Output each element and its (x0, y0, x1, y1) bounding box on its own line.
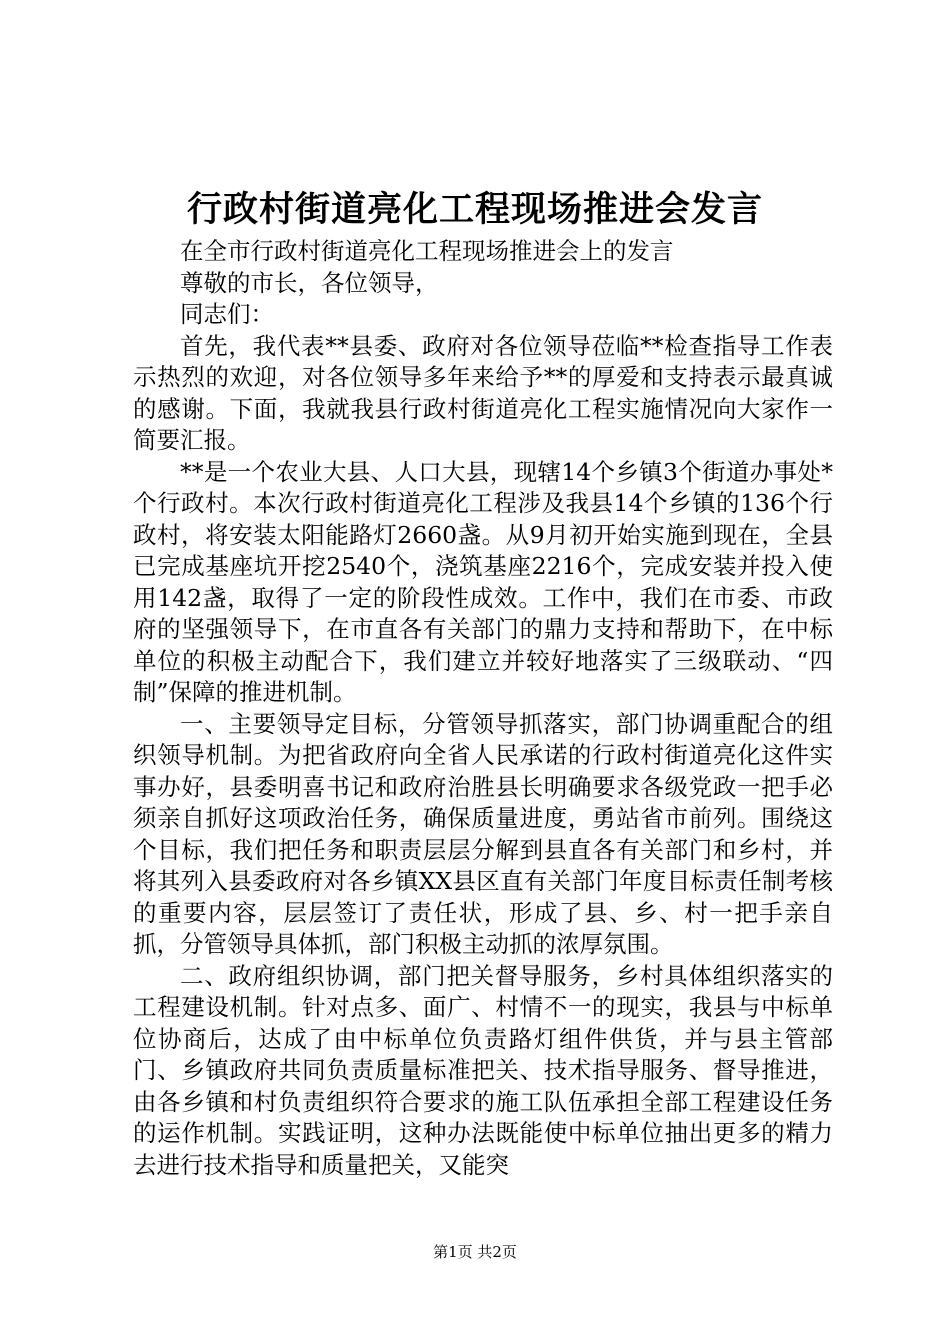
document-title: 行政村街道亮化工程现场推进会发言 (186, 189, 763, 230)
document-body (133, 236, 833, 1181)
paragraph-subtitle: 在全市行政村街道亮化工程现场推进会上的发言 (180, 237, 674, 265)
paragraph-section-two: 二、政府组织协调，部门把关督导服务，乡村具体组织落实的工程建设机制。针对点多、面广、村情不一的现实，我县与中标单位协商后，达成了由中标单位负责路灯组件供货，并与县主管部门、乡镇政府共同负责质量标准把关、技术指导服务、督导推进，由各乡镇和村负责组织符合要求的施工队伍承担全部工程建设任务的运作机制。实践证明，这种办法既能使中标单位抽出更多的精力去进行技术指导和质量把关，又能突 (133, 961, 833, 1179)
paragraph-overview: **是一个农业大县、人口大县，现辖14个乡镇3个街道办事处*个行政村。本次行政村街道亮化工程涉及我县14个乡镇的136个行政村，将安装太阳能路灯2660盏。从9月初开始实施到现在，全县已完成基座坑开挖2540个，浇筑基座2216个，完成安装并投入使用142盏，取得了一定的阶段性成效。工作中，我们在市委、市政府的坚强领导下，在市直各有关部门的鼎力支持和帮助下，在中标单位的积极主动配合下，我们建立并较好地落实了三级联动、“四制”保障的推进机制。 (133, 457, 833, 706)
page-number-footer: 第1页 共2页 (433, 1243, 517, 1261)
paragraph-section-one: 一、主要领导定目标，分管领导抓落实，部门协调重配合的组织领导机制。为把省政府向全省人民承诺的行政村街道亮化这件实事办好，县委明喜书记和政府治胜县长明确要求各级党政一把手必须亲自抓好这项政治任务，确保质量进度，勇站省市前列。围绕这个目标，我们把任务和职责层层分解到县直各有关部门和乡村，并将其列入县委政府对各乡镇XX县区直有关部门年度目标责任制考核的重要内容，层层签订了责任状，形成了县、乡、村一把手亲自抓，分管领导具体抓，部门积极主动抓的浓厚氛围。 (133, 709, 833, 958)
paragraph-comrades: 同志们： (180, 300, 274, 328)
paragraph-salutation: 尊敬的市长，各位领导， (180, 268, 439, 297)
paragraph-opening: 首先，我代表**县委、政府对各位领导莅临**检查指导工作表示热烈的欢迎，对各位领导多年来给予**的厚爱和支持表示最真诚的感谢。下面，我就我县行政村街道亮化工程实施情况向大家作一简要汇报。 (133, 331, 833, 454)
